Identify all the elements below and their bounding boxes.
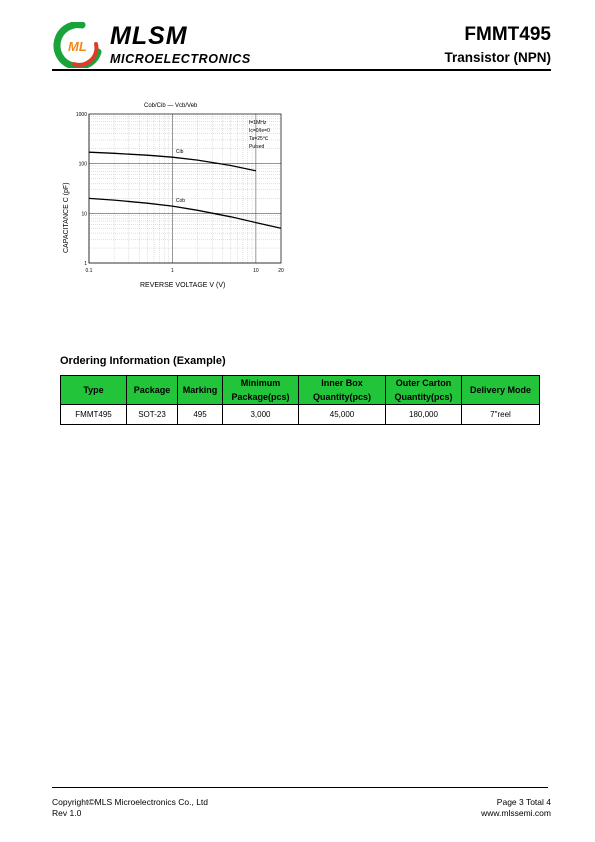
table-cell: 45,000 xyxy=(299,405,386,425)
table-cell: SOT-23 xyxy=(127,405,178,425)
condition-text: Ic=0/Ie=0 xyxy=(249,128,270,134)
y-tick-label: 1000 xyxy=(75,112,87,118)
table-cell: 495 xyxy=(178,405,223,425)
condition-text: Ta=25℃ xyxy=(249,136,269,142)
table-cell: FMMT495 xyxy=(61,405,127,425)
table-header-cell: Inner Box Quantity(pcs) xyxy=(299,376,386,405)
x-tick-label: 10 xyxy=(253,268,259,274)
page-number: Page 3 Total 4 xyxy=(496,797,551,807)
table-header-cell: Marking xyxy=(178,376,223,405)
logo-text: ML xyxy=(68,39,87,54)
table-cell: 3,000 xyxy=(223,405,299,425)
table-cell: 180,000 xyxy=(386,405,462,425)
copyright-text: Copyright©MLS Microelectronics Co., Ltd xyxy=(52,797,209,807)
condition-text: Pulsed xyxy=(249,144,265,150)
company-logo xyxy=(52,22,104,68)
table-header-row xyxy=(61,376,540,405)
x-tick-label: 1 xyxy=(171,268,174,274)
website-link[interactable]: www.mlssemi.com xyxy=(481,808,551,818)
series-label: Cob xyxy=(175,198,186,205)
chart-title: Cob/Cib — Vcb/Veb xyxy=(144,103,198,109)
table-header-cell: Type xyxy=(61,376,127,405)
x-tick-label: 0.1 xyxy=(85,268,93,274)
footer-divider xyxy=(52,787,548,788)
part-description: Transistor (NPN) xyxy=(444,50,551,65)
brand-subtitle: MICROELECTRONICS xyxy=(110,52,251,66)
ordering-title: Ordering Information (Example) xyxy=(60,355,226,367)
x-axis-label: REVERSE VOLTAGE V (V) xyxy=(140,282,226,289)
table-cell: 7"reel xyxy=(462,405,540,425)
table-header-cell: Outer Carton Quantity(pcs) xyxy=(386,376,462,405)
brand-name: MLSM xyxy=(110,22,188,50)
x-tick-label: 20 xyxy=(278,268,284,274)
y-tick-label: 100 xyxy=(78,161,87,168)
condition-text: f=1MHz xyxy=(249,120,267,126)
y-tick-label: 10 xyxy=(81,211,87,218)
table-header-cell: Delivery Mode xyxy=(462,376,540,405)
header-divider xyxy=(52,69,551,71)
table-row xyxy=(61,405,540,425)
revision-text: Rev 1.0 xyxy=(52,808,82,818)
table-header-cell: Minimum Package(pcs) xyxy=(223,376,299,405)
series-label: Cib xyxy=(175,149,184,156)
capacitance-chart xyxy=(56,98,296,298)
ordering-table xyxy=(60,375,540,425)
part-number: FMMT495 xyxy=(464,24,551,45)
y-tick-label: 1 xyxy=(84,261,87,267)
y-axis-label: CAPACITANCE C (pF) xyxy=(63,182,70,253)
table-header-cell: Package xyxy=(127,376,178,405)
